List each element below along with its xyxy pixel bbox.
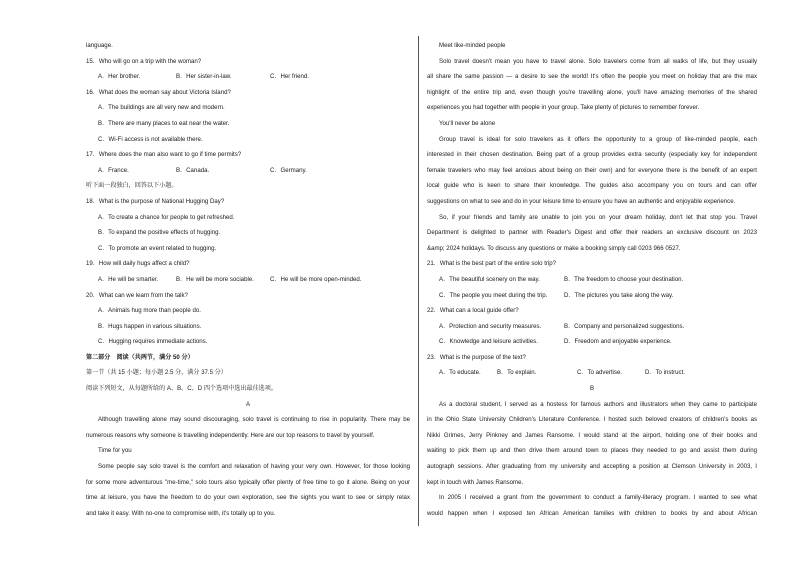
option-c: C．Knowledge and leisure activities. (439, 338, 538, 346)
question-21-stem: 21．What is the best part of the entire solo trip? (427, 260, 557, 268)
question-18-option-c: C．To promote an event related to hugging. (98, 244, 217, 252)
option-b: B．The freedom to choose your destination. (564, 275, 684, 283)
passage-label: B (589, 385, 595, 393)
option-a: A．France. (98, 166, 129, 174)
paragraph-line: time at leisure, you have the freedom to do your own exploration, see the sights you want to see or simply relax (86, 494, 410, 502)
paragraph-line: experiences you had together with people in your group. Take plenty of pictures to remember forever. (427, 104, 700, 112)
paragraph-line: Although travelling alone may sound discouraging, solo travel is continuing to rise in popularity. There may be (98, 416, 410, 424)
option-d: D．Freedom and enjoyable experience. (564, 338, 672, 346)
option-a: A．The beautiful scenery on the way. (439, 275, 540, 283)
right-column (427, 38, 757, 521)
paragraph-line: female travelers who may feel anxious about being on their own) and for everyone there is the benefit of an expert (427, 166, 757, 174)
question-21-options-cd (427, 288, 757, 304)
subheading: Time for you (98, 447, 132, 455)
question-21-options-ab (427, 272, 757, 288)
paragraph-line: As a doctoral student, I served as a hostess for famous authors and illustrators when they came to participate (439, 400, 757, 408)
paragraph-line: local guide who is keen to share their knowledge. The guides also accompany you on tours and can offer (427, 182, 757, 190)
option-b: B．Her sister-in-law. (176, 73, 232, 81)
question-19-stem: 19．How will daily hugs affect a child? (86, 260, 190, 268)
question-20-option-c: C．Hugging requires immediate actions. (98, 338, 208, 346)
paragraph-line: So, if your friends and family are unable to join you on your dream holiday, don't let that stop you. Travel (439, 213, 757, 221)
question-18-option-b: B．To expand the positive effects of hugging. (98, 229, 221, 237)
question-18-option-a: A．To create a chance for people to get refreshed. (98, 213, 235, 221)
text-line: language. (86, 42, 113, 49)
option-a: A．Protection and security measures. (439, 322, 542, 330)
question-23-options (427, 365, 757, 381)
listening-instruction: 听下面一段独白，回答以下小题。 (86, 182, 178, 190)
paragraph-line: for some more adventurous "me-time," solo tours also typically offer plenty of free time to go it alone. Being on your (86, 478, 410, 486)
paragraph-line: Solo travel doesn't mean you have to travel alone. Solo travelers come from all walks of life, but they usually (439, 57, 757, 65)
option-d: D．To instruct. (645, 369, 685, 377)
question-16-stem: 16．What does the woman say about Victoria Island? (86, 88, 231, 96)
paragraph-line: Group travel is ideal for solo travelers as it offers the opportunity to a group of like-minded people, each (439, 135, 757, 143)
paragraph-line: waiting to pick them up and then drive them around town to places they needed to go and assist them during (427, 447, 757, 455)
section-heading: 第一节（共 15 小题；每小题 2.5 分，满分 37.5 分） (86, 369, 227, 377)
option-b: B．Canada. (176, 166, 210, 174)
option-a: A．Her brother. (98, 73, 141, 81)
question-17-stem: 17．Where does the man also want to go if time permits? (86, 151, 242, 159)
option-b: B．He will be more sociable. (176, 275, 254, 283)
paragraph-line: interested in their chosen destination. Being part of a group provides extra security (especially key for independent (427, 151, 757, 159)
paragraph-line: Some people say solo travel is the comfort and relaxation of having your very own. However, for those looking (98, 463, 410, 471)
question-22-options-cd (427, 334, 757, 350)
question-16-option-a: A．The buildings are all very new and modern. (98, 104, 225, 112)
part-heading: 第二部分 阅读（共两节，满分 50 分） (86, 353, 194, 361)
question-20-stem: 20．What can we learn from the talk? (86, 291, 188, 299)
option-c: C．The people you meet during the trip. (439, 291, 548, 299)
column-divider (418, 36, 419, 526)
question-23-stem: 23．What is the purpose of the text? (427, 353, 526, 361)
paragraph-line: kept in touch with James Ransome. (427, 478, 524, 486)
paragraph-line: would happen when I exposed ten African American families with children to books by and about African (427, 509, 757, 517)
option-c: C．Her friend. (270, 73, 309, 81)
question-18-stem: 18．What is the purpose of National Hugging Day? (86, 197, 225, 205)
paragraph-line: Department is delighted to partner with Reader's Digest and offer their readers an exclusive discount on 2023 (427, 229, 757, 237)
left-column (86, 38, 410, 521)
question-20-option-b: B．Hugs happen in various situations. (98, 322, 202, 330)
reading-instruction: 阅读下列短文，从每题所给的 A、B、C、D 四个选项中选出最佳选项。 (86, 385, 277, 393)
question-16-option-b: B．There are many places to eat near the water. (98, 119, 230, 127)
question-15-stem: 15．Who will go on a trip with the woman? (86, 57, 202, 65)
paragraph-line: autograph sessions. After graduating from my university and accepting a position at Clemson University in 2003, I (427, 463, 757, 471)
paragraph-line: numerous reasons why someone is travelling independently. Here are our top reasons to travel by yourself. (86, 431, 375, 439)
option-b: B．To explain. (497, 369, 537, 377)
question-19-options (86, 272, 410, 288)
paragraph-line: In 2005 I received a grant from the government to conduct a family-literacy program. I wanted to see what (439, 494, 757, 502)
option-c: C．Germany. (270, 166, 307, 174)
option-a: A．He will be smarter. (98, 275, 159, 283)
question-22-options-ab (427, 319, 757, 335)
paragraph-line: highlight of the entire trip and, even though you're travelling alone, you'll have amazing memories of the shared (427, 88, 757, 96)
question-17-options (86, 163, 410, 179)
question-15-options (86, 69, 410, 85)
option-c: C．He will be more open-minded. (270, 275, 362, 283)
option-c: C．To advertise. (577, 369, 623, 377)
question-22-stem: 22．What can a local guide offer? (427, 307, 519, 315)
subheading: You'll never be alone (439, 119, 496, 127)
option-a: A．To educate. (439, 369, 481, 377)
subheading: Meet like-minded people (439, 42, 506, 49)
paragraph-line: &amp; 2024 holidays. To discuss any questions or make a booking simply call 0203 966 0527. (427, 244, 681, 252)
option-d: D．The pictures you take along the way. (564, 291, 674, 299)
question-20-option-a: A．Animals hug more than people do. (98, 307, 201, 315)
paragraph-line: Nikki Grimes, Jerry Pinkney and James Ransome. I would stand at the airport, holding one of their books and (427, 431, 757, 439)
question-16-option-c: C．Wi-Fi access is not available there. (98, 135, 203, 143)
paragraph-line: all share the same passion — a desire to see the world! It's often the people you meet on holiday that are the max (427, 73, 757, 81)
passage-label: A (245, 400, 251, 408)
paragraph-line: and take it easy. With no-one to compromise with, it's totally up to you. (86, 509, 276, 517)
paragraph-line: suggestions on what to see and do in your leisure time to ensure you have an authentic and enjoyable experience. (427, 197, 736, 205)
paragraph-line: in the Ohio State University Children's Literature Conference. I hosted such beloved creators of children's books as (427, 416, 757, 424)
option-b: B．Company and personalized suggestions. (564, 322, 685, 330)
